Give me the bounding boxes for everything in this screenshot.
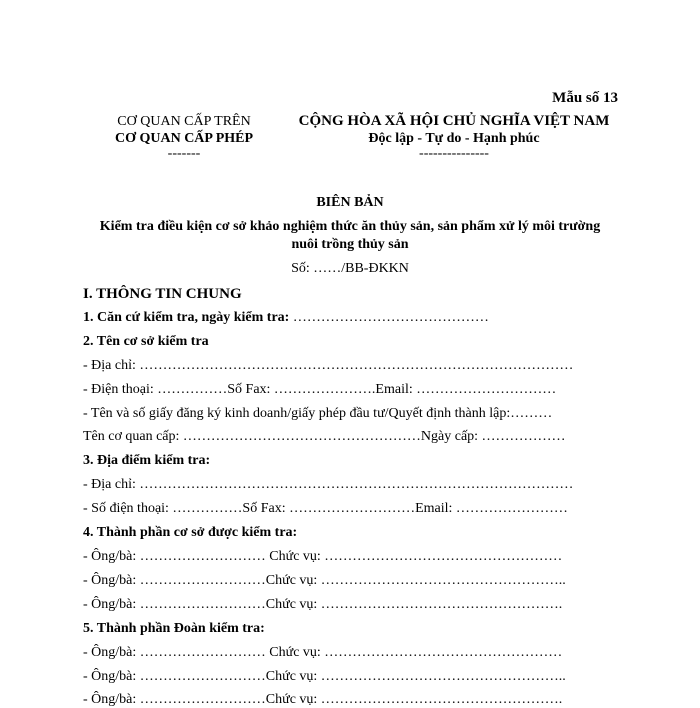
item-1-dots: …………………………………… (289, 310, 489, 325)
team-member-row: - Ông/bà: ……………………… Chức vụ: …………………………………………… (83, 645, 563, 660)
form-number: Mẫu số 13 (552, 90, 618, 106)
facility-member-row: - Ông/bà: ……………………… Chức vụ: …………………………………………… (83, 549, 563, 564)
team-member-row: - Ông/bà: ………………………Chức vụ: ……………………………………………. (83, 692, 563, 707)
facility-contact: - Điện thoại: ……………Số Fax: ………………….Email: ………………………… (83, 382, 557, 397)
facility-member-row: - Ông/bà: ………………………Chức vụ: …………………………………………….. (83, 573, 566, 588)
section-heading: I. THÔNG TIN CHUNG (83, 286, 242, 302)
team-member-row: - Ông/bà: ………………………Chức vụ: …………………………………………….. (83, 669, 566, 684)
item-3: 3. Địa điểm kiểm tra: (83, 453, 211, 468)
doc-number: Số: ……/BB-ĐKKN (291, 261, 409, 276)
facility-issuing-agency: Tên cơ quan cấp: ……………………………………………Ngày cấp: ……………… (83, 429, 566, 444)
item-1-label: 1. Căn cứ kiểm tra, ngày kiểm tra: (83, 310, 290, 325)
inspection-address: - Địa chỉ: ………………………………………………………………………………… (83, 477, 574, 492)
inspection-contact: - Số điện thoại: ……………Số Fax: ………………………Email: …………………… (83, 501, 568, 516)
national-motto: Độc lập - Tự do - Hạnh phúc (368, 131, 540, 146)
doc-subtitle-line1: Kiểm tra điều kiện cơ sở khảo nghiệm thức ăn thủy sản, sản phẩm xử lý môi trường (99, 219, 601, 234)
facility-address: - Địa chỉ: ………………………………………………………………………………… (83, 358, 574, 373)
facility-member-row: - Ông/bà: ………………………Chức vụ: ……………………………………………. (83, 597, 563, 612)
agency-rule: ------- (167, 146, 201, 161)
item-4: 4. Thành phần cơ sở được kiểm tra: (83, 525, 298, 540)
doc-subtitle-line2: nuôi trồng thủy sản (291, 237, 409, 252)
national-rule: --------------- (419, 146, 489, 161)
item-2: 2. Tên cơ sở kiểm tra (83, 334, 209, 349)
facility-license: - Tên và số giấy đăng ký kinh doanh/giấy phép đầu tư/Quyết định thành lập:……… (83, 406, 553, 421)
item-1 (83, 310, 489, 326)
agency-issuer: CƠ QUAN CẤP PHÉP (114, 131, 254, 146)
item-5: 5. Thành phần Đoàn kiểm tra: (83, 621, 265, 636)
national-title: CỘNG HÒA XÃ HỘI CHỦ NGHĨA VIỆT NAM (298, 113, 610, 129)
doc-title: BIÊN BẢN (316, 195, 384, 210)
agency-upper: CƠ QUAN CẤP TRÊN (117, 114, 251, 129)
